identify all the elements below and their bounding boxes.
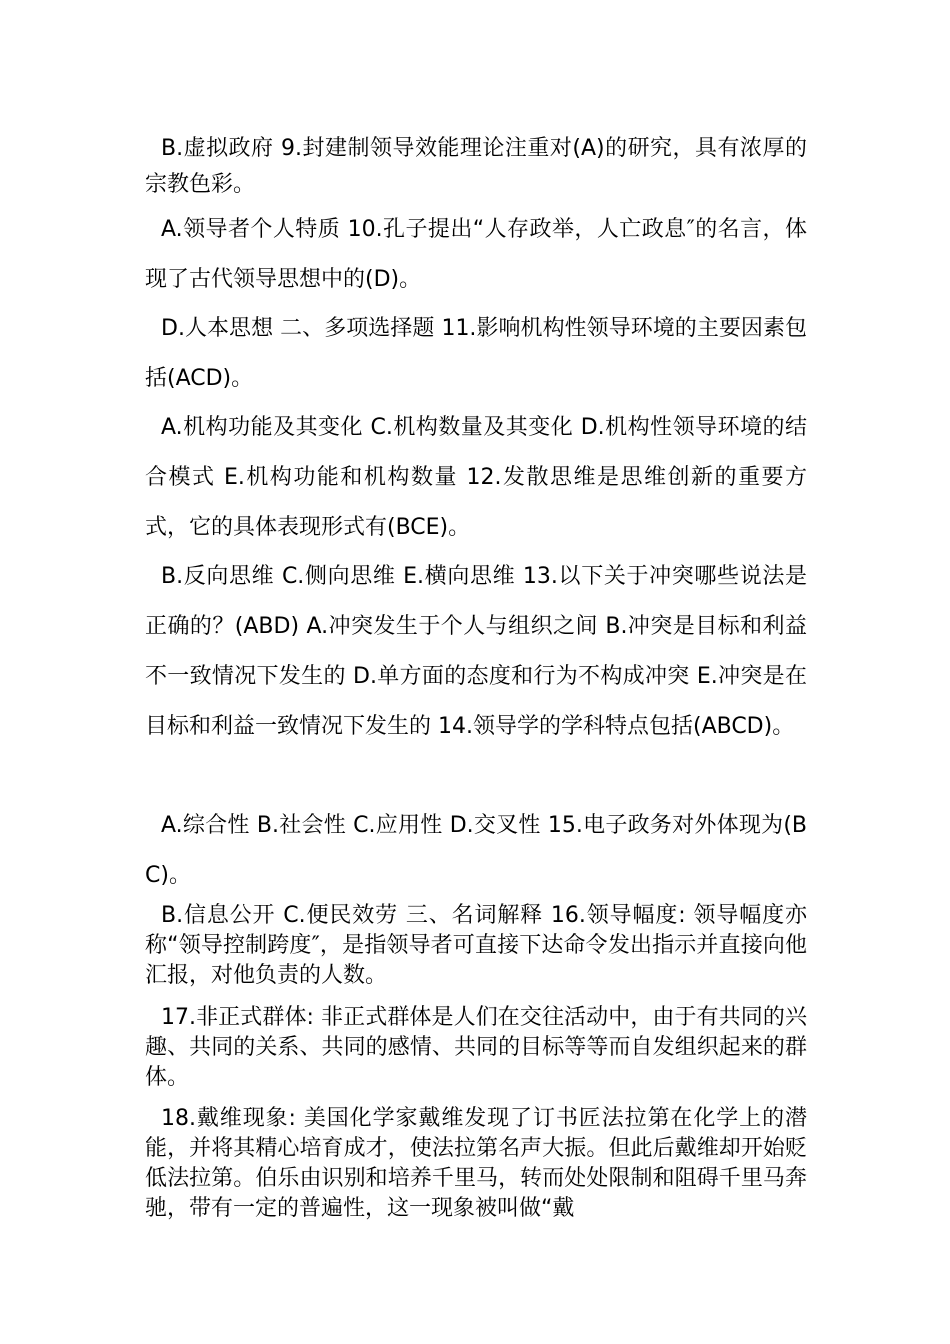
paragraph-question-15: A.综合性 B.社会性 C.应用性 D.交叉性 15.电子政务对外体现为(BC)。 <box>145 813 807 888</box>
paragraph-term-17: 17.非正式群体: 非正式群体是人们在交往活动中，由于有共同的兴趣、共同的关系、共同的感情、共同的目标等等而自发组织起来的群体。 <box>145 1005 807 1090</box>
paragraph-term-18: 18.戴维现象: 美国化学家戴维发现了订书匠法拉第在化学上的潜能，并将其精心培育成才，使法拉第名声大振。但此后戴维却开始贬低法拉第。伯乐由识别和培养千里马，转而处处限制和阻碍千里马奔驰，带有一定的普遍性，这一现象被叫做“戴 <box>145 1106 807 1221</box>
paragraph-question-10: A.领导者个人特质 10.孔子提出“人存政举，人亡政息″的名言，体现了古代领导思想中的(D)。 <box>145 217 807 292</box>
paragraph-question-13-14: B.反向思维 C.侧向思维 E.横向思维 13.以下关于冲突哪些说法是正确的？(ABD) A.冲突发生于个人与组织之间 B.冲突是目标和利益不一致情况下发生的 D.单方面的态度和行为不构成冲突 E.冲突是在目标和利益一致情况下发生的 14.领导学的学科特点包括(ABCD)。 <box>145 564 807 739</box>
paragraph-term-16: B.信息公开 C.便民效劳 三、名词解释 16.领导幅度: 领导幅度亦称“领导控制跨度″，是指领导者可直接下达命令发出指示并直接向他汇报，对他负责的人数。 <box>145 903 807 988</box>
paragraph-question-11: D.人本思想 二、多项选择题 11.影响机构性领导环境的主要因素包括(ACD)。 <box>145 316 807 391</box>
paragraph-question-9: B.虚拟政府 9.封建制领导效能理论注重对(A)的研究，具有浓厚的宗教色彩。 <box>145 136 807 197</box>
paragraph-question-12: A.机构功能及其变化 C.机构数量及其变化 D.机构性领导环境的结合模式 E.机构功能和机构数量 12.发散思维是思维创新的重要方式，它的具体表现形式有(BCE)。 <box>145 415 807 540</box>
